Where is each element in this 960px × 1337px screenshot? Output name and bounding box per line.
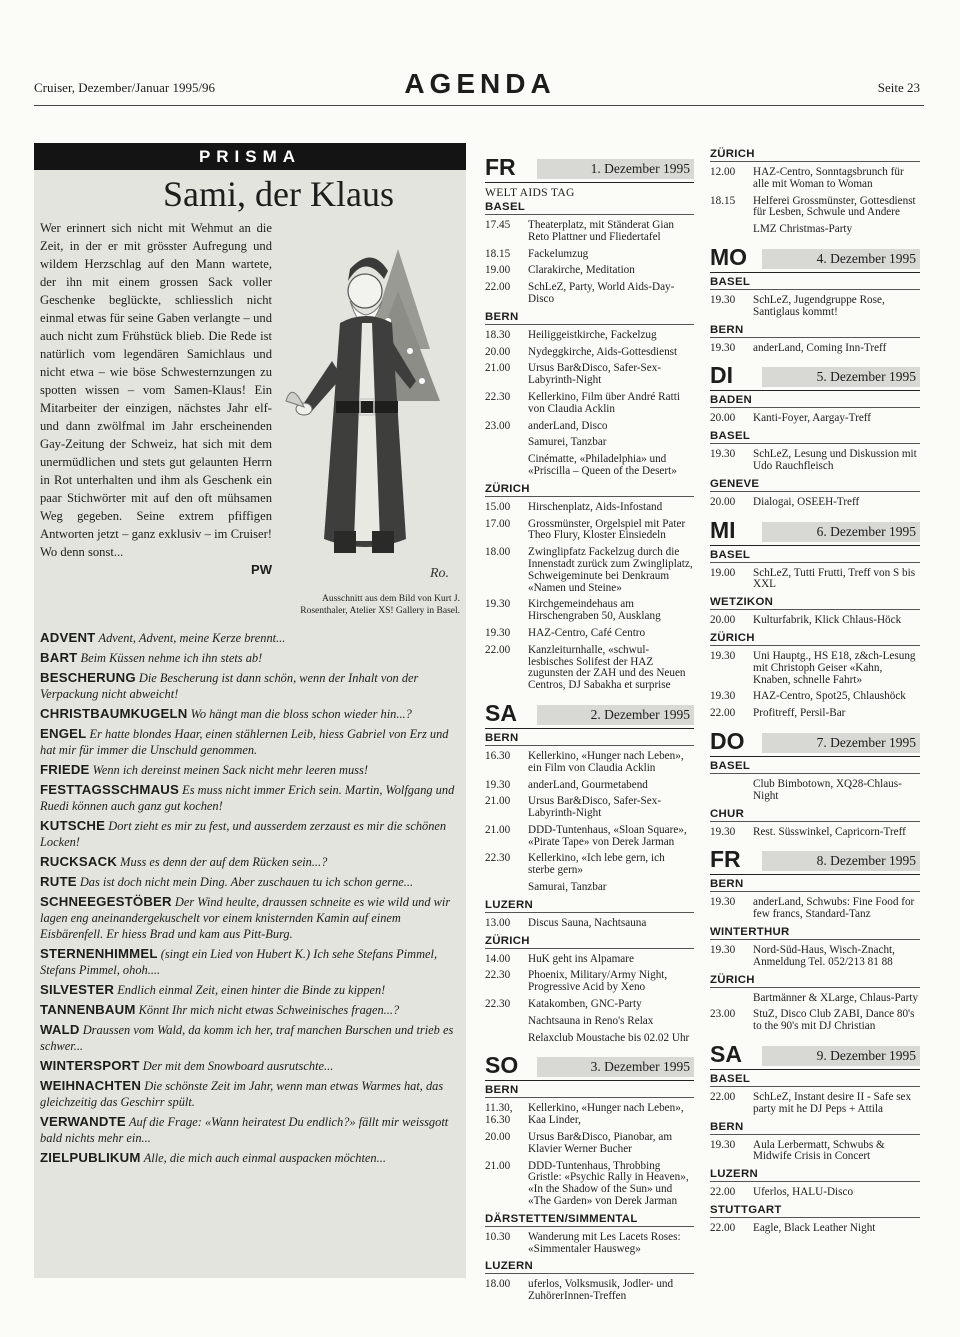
event-row: [485, 628, 694, 640]
event-time: 19.30: [710, 825, 736, 838]
event-description: DDD-Tuntenhaus, «Sloan Square», «Pirate Tape» von Derek Jarman: [528, 823, 687, 848]
event-time: 19.30: [710, 448, 736, 461]
event-description: Grossmünster, Orgelspiel mit Pater Theo Flury, Kloster Einsiedeln: [528, 517, 686, 542]
glossary-entry: [40, 782, 462, 814]
city-heading: LUZERN: [485, 899, 694, 913]
city-heading: BERN: [485, 311, 694, 325]
event-time: 18.15: [485, 247, 511, 260]
event-row: [710, 827, 920, 839]
glossary-term: CHRISTBAUMKUGELN: [40, 706, 188, 721]
event-time: 19.30: [710, 943, 736, 956]
event-row: [485, 363, 694, 387]
glossary-term: FESTTAGSSCHMAUS: [40, 782, 180, 797]
glossary-entry: [40, 946, 462, 978]
event-description: SchLeZ, Lesung und Diskussion mit Udo Rauchfleisch: [753, 448, 917, 472]
event-time: 19.00: [710, 566, 736, 579]
agenda-column-middle: [485, 146, 694, 1308]
event-time: 17.45: [485, 219, 511, 231]
event-description: Theaterplatz, mit Ständerat Gian Reto Plattner und Fliedertafel: [528, 219, 675, 243]
event-row: [710, 343, 920, 355]
event-time: 14.00: [485, 952, 511, 965]
event-row: [710, 1140, 920, 1164]
event-description: uferlos, Volksmusik, Jodler- und ZuhörerInnen-Treffen: [528, 1278, 674, 1303]
event-time: [485, 882, 528, 894]
event-description: Nydeggkirche, Aids-Gottesdienst: [528, 345, 678, 358]
glossary-term: VERWANDTE: [40, 1114, 126, 1129]
event-row: [710, 691, 920, 703]
day-abbreviation: SA: [710, 1040, 742, 1067]
event-time: 22.30: [485, 998, 511, 1011]
event-time: 23.00: [710, 1008, 736, 1021]
article-body: [40, 219, 272, 579]
event-description: Discus Sauna, Nachtsauna: [528, 916, 647, 929]
city-heading: ZÜRICH: [710, 632, 920, 646]
event-time: 22.00: [485, 643, 511, 656]
event-description: Samurai, Tanzbar: [528, 881, 607, 894]
agenda-column-right: [710, 146, 920, 1240]
day-header: [710, 726, 920, 757]
event-description: Nord-Süd-Haus, Wisch-Znacht, Anmeldung Tel. 052/213 81 88: [753, 943, 895, 968]
event-description: StuZ, Disco Club ZABI, Dance 80's to the 90's mit DJ Christian: [753, 1008, 915, 1033]
day-header: [485, 1050, 694, 1081]
day-abbreviation: FR: [485, 154, 516, 180]
event-row: [485, 796, 694, 820]
event-description: Hirschenplatz, Aids-Infostand: [528, 500, 663, 513]
event-row: [485, 454, 694, 478]
day-date: 3. Dezember 1995: [537, 1057, 694, 1077]
event-row: [710, 295, 920, 319]
day-date: 2. Dezember 1995: [537, 705, 694, 725]
glossary-entry: [40, 630, 462, 646]
event-description: Kellerkino, «Ich lebe gern, ich sterbe gern»: [528, 852, 665, 877]
event-time: 21.00: [485, 1159, 511, 1172]
event-time: 20.00: [485, 1131, 511, 1144]
event-description: Eagle, Black Leather Night: [753, 1221, 876, 1234]
city-heading: BASEL: [710, 549, 920, 563]
event-row: [485, 645, 694, 692]
event-description: Kulturfabrik, Klick Chlaus-Höck: [753, 614, 902, 627]
event-row: [485, 1103, 694, 1127]
glossary-term: WEIHNACHTEN: [40, 1078, 142, 1093]
day-abbreviation: SA: [485, 699, 517, 726]
event-time: 19.30: [485, 778, 511, 791]
header-divider: [34, 105, 924, 106]
event-time: 18.00: [485, 546, 511, 559]
city-heading: DÄRSTETTEN/SIMMENTAL: [485, 1213, 694, 1227]
event-row: [485, 392, 694, 416]
day-abbreviation: DI: [710, 362, 733, 389]
glossary-entry: [40, 1022, 462, 1054]
glossary-definition: Beim Küssen nehme ich ihn stets ab!: [80, 651, 263, 665]
event-time: [710, 779, 753, 803]
event-description: Kellerkino, «Hunger nach Leben», ein Film von Claudia Acklin: [528, 749, 684, 774]
glossary-term: RUTE: [40, 874, 77, 889]
event-row: [485, 265, 694, 277]
glossary-entry: [40, 670, 462, 702]
prisma-box: [34, 143, 466, 1278]
event-row: [485, 1161, 694, 1208]
day-header: [485, 152, 694, 183]
day-header: [485, 698, 694, 729]
event-description: Katakomben, GNC-Party: [528, 998, 642, 1011]
glossary-definition: Auf die Frage: «Wann heiratest Du endlich?» fällt mir weissgott bald nichts mehr ein...: [40, 1115, 449, 1145]
glossary-definition: Das ist doch nicht mein Ding. Aber zuschauen tu ich schon gerne...: [79, 875, 414, 889]
glossary-entry: [40, 1150, 462, 1166]
event-time: 19.30: [710, 341, 736, 354]
event-time: 22.30: [485, 969, 511, 982]
glossary-entry: [40, 854, 462, 870]
glossary-definition: Der mit dem Snowboard ausrutschte...: [142, 1059, 334, 1073]
article-text: Wer erinnert sich nicht mit Wehmut an die Zeit, in der er mit grösster Aufregung und wildem Herzschlag auf den Mann wartete, der ihn mit einem grossen Sack voller Geschenke beglückte, schliesslich nicht einmal etwas für seine Gaben verlangte – und auch nicht zum Frühstück blieb. Die Rede ist natürlich vom legendären Samichlaus und nicht etwa – wie böse Schwesternzungen zu spotten wissen – vom Samen-Klaus! Ein Mitarbeiter der einzigen, nächstes Jahr elf- und dann zwölfmal im Jahr erscheinenden Gay-Zeitung der Schweiz, hat sich mit dem unermüdlichen und stets gut gelaunten Herrn in Rot unterhalten und ihm als Geschenk ein paar Stichwörter mit auf den oft mühsamen Weg gegeben. Seine extrem pfiffigen Antworten jetzt – ganz exklusiv – im Cruiser! Wo denn sonst...: [40, 221, 272, 559]
event-time: 19.30: [710, 293, 736, 306]
day-abbreviation: DO: [710, 727, 745, 754]
day-abbreviation: MO: [710, 243, 748, 270]
event-description: Dialogai, OSEEH-Treff: [753, 495, 860, 508]
event-description: Kellerkino, «Hunger nach Leben», Kaa Linder,: [528, 1102, 684, 1127]
page-number: Seite 23: [877, 80, 920, 95]
event-row: [485, 547, 694, 594]
glossary-term: SCHNEEGESTÖBER: [40, 894, 172, 909]
event-description: Ursus Bar&Disco, Pianobar, am Klavier Werner Bucher: [528, 1131, 673, 1155]
glossary-definition: Dort zieht es mir zu fest, und ausserdem zerzaust es mir die schönen Locken!: [40, 819, 447, 849]
event-row: [710, 1009, 920, 1033]
event-description: Kanzleiturnhalle, «schwul-lesbisches Solifest der HAZ zugunsten der ZAH und des Neuen Centros, DJ Sabakha et surprise: [528, 643, 686, 692]
day-date: 9. Dezember 1995: [762, 1046, 920, 1066]
event-time: 17.00: [485, 517, 511, 530]
event-description: SchLeZ, Instant desire II - Safe sex party mit he DJ Peps + Attila: [753, 1090, 912, 1115]
event-description: Fackelumzug: [528, 247, 589, 260]
event-description: Clarakirche, Meditation: [528, 264, 635, 277]
glossary-term: SILVESTER: [40, 982, 115, 997]
event-row: [710, 945, 920, 969]
glossary-definition: Der Wind heulte, draussen schneite es wie wild und wir lagen eng aneinandergekuschelt vor einem knisternden Kamin auf einem Eisbärenfell. Er hiess Brad und kam aus Pitt-Burg.: [40, 895, 451, 941]
city-heading: ZÜRICH: [485, 935, 694, 949]
glossary-term: WINTERSPORT: [40, 1058, 140, 1073]
event-row: [710, 196, 920, 220]
event-row: [485, 882, 694, 894]
event-description: Wanderung mit Les Lacets Roses: «Simmentaler Hausweg»: [528, 1230, 681, 1255]
event-description: Kanti-Foyer, Aargay-Treff: [753, 412, 872, 425]
event-description: Nachtsauna in Reno's Relax: [528, 1014, 654, 1027]
event-row: [485, 220, 694, 244]
event-time: 20.00: [710, 412, 736, 425]
event-row: [485, 347, 694, 359]
event-time: 19.30: [710, 1138, 736, 1151]
event-time: 20.00: [710, 614, 736, 627]
event-row: [710, 497, 920, 509]
event-description: SchLeZ, Tutti Frutti, Treff von S bis XXL: [753, 566, 916, 591]
city-heading: ZÜRICH: [710, 148, 920, 162]
event-row: [485, 825, 694, 849]
event-time: 10.30: [485, 1230, 511, 1243]
event-row: [485, 999, 694, 1011]
event-row: [485, 1279, 694, 1303]
glossary-definition: (singt ein Lied von Hubert K.) Ich sehe Stefans Pimmel, Stefans Pimmel, ohoh....: [40, 947, 438, 977]
glossary-term: BART: [40, 650, 78, 665]
city-heading: BASEL: [710, 430, 920, 444]
event-description: Profitreff, Persil-Bar: [753, 707, 846, 720]
glossary-entry: [40, 706, 462, 722]
glossary-term: FRIEDE: [40, 762, 90, 777]
event-description: Kirchgemeindehaus am Hirschengraben 50, Ausklang: [528, 598, 661, 623]
glossary-term: KUTSCHE: [40, 818, 106, 833]
event-time: 21.00: [485, 823, 511, 836]
event-time: 22.00: [710, 707, 736, 720]
event-row: [485, 970, 694, 994]
event-description: DDD-Tuntenhaus, Throbbing Gristle: «Psychic Rally in Heaven», «In the Shadow of the Sun» und «The Garden» von Derek Jarman: [528, 1159, 689, 1208]
event-time: [485, 454, 528, 478]
event-row: [485, 1033, 694, 1045]
event-row: [710, 1187, 920, 1199]
event-time: 21.00: [485, 362, 511, 375]
day-abbreviation: SO: [485, 1052, 519, 1079]
event-row: [485, 1016, 694, 1028]
event-row: [485, 954, 694, 966]
event-description: Helferei Grossmünster, Gottesdienst für Lesben, Schwule und Andere: [753, 194, 916, 219]
city-heading: BASEL: [710, 276, 920, 290]
city-heading: BERN: [485, 732, 694, 746]
event-row: [710, 167, 920, 191]
city-heading: BASEL: [485, 201, 694, 215]
glossary-definition: Wenn ich dereinst meinen Sack nicht mehr leeren muss!: [92, 763, 368, 777]
event-time: [485, 1016, 528, 1028]
event-description: SchLeZ, Party, World Aids-Day-Disco: [528, 281, 675, 305]
city-heading: BERN: [710, 878, 920, 892]
event-time: 12.00: [710, 166, 736, 178]
event-time: 18.00: [485, 1278, 511, 1291]
event-row: [485, 918, 694, 930]
event-time: 21.00: [485, 795, 511, 808]
event-row: [485, 437, 694, 449]
day-header: [710, 515, 920, 546]
event-time: 13.00: [485, 916, 511, 929]
event-description: Uferlos, HALU-Disco: [753, 1186, 854, 1199]
glossary-entry: [40, 982, 462, 998]
event-time: [485, 437, 528, 449]
event-time: 19.30: [710, 690, 736, 703]
city-heading: BADEN: [710, 394, 920, 408]
glossary-definition: Es muss nicht immer Erich sein. Martin, Wolfgang und Ruedi können auch ganz gut kochen!: [40, 783, 455, 813]
event-time: 19.30: [485, 598, 511, 611]
event-time: 22.00: [710, 1221, 736, 1234]
event-time: 22.00: [710, 1090, 736, 1103]
event-row: [710, 993, 920, 1005]
day-date: 7. Dezember 1995: [762, 733, 920, 753]
city-heading: WETZIKON: [710, 596, 920, 610]
event-row: [485, 421, 694, 433]
event-row: [710, 708, 920, 720]
city-heading: BASEL: [710, 760, 920, 774]
event-row: [710, 568, 920, 592]
event-row: [710, 1223, 920, 1235]
city-heading: BERN: [485, 1084, 694, 1098]
event-time: 19.30: [485, 626, 511, 639]
event-description: Cinématte, «Philadelphia» und «Priscilla – Queen of the Desert»: [528, 453, 677, 477]
glossary-entry: [40, 762, 462, 778]
article-title: Sami, der Klaus: [163, 174, 394, 214]
day-date: 8. Dezember 1995: [762, 851, 920, 871]
city-heading: ZÜRICH: [485, 483, 694, 497]
glossary-definition: Die Bescherung ist dann schön, wenn der Inhalt von der Verpackung nicht abweicht!: [40, 671, 419, 701]
event-row: [485, 519, 694, 543]
event-row: [710, 413, 920, 425]
glossary-term: STERNENHIMMEL: [40, 946, 158, 961]
event-description: Phoenix, Military/Army Night, Progressive Acid by Xeno: [528, 969, 668, 994]
event-description: anderLand, Gourmetabend: [528, 778, 648, 791]
event-row: [485, 599, 694, 623]
event-description: Aula Lerbermatt, Schwubs & Midwife Crisis in Concert: [753, 1138, 885, 1163]
glossary-entry: [40, 818, 462, 850]
event-time: 20.00: [710, 495, 736, 508]
event-row: [485, 502, 694, 514]
event-time: 23.00: [485, 419, 511, 432]
day-date: 1. Dezember 1995: [537, 159, 694, 179]
glossary-definition: Endlich einmal Zeit, einen hinter die Binde zu kippen!: [117, 983, 386, 997]
event-time: 18.30: [485, 328, 511, 341]
city-heading: WINTERTHUR: [710, 926, 920, 940]
event-row: [485, 751, 694, 775]
event-description: HAZ-Centro, Sonntagsbrunch für alle mit Woman to Woman: [753, 166, 904, 190]
event-description: HAZ-Centro, Spot25, Chlaushöck: [753, 690, 906, 703]
event-row: [485, 1132, 694, 1156]
event-description: HAZ-Centro, Café Centro: [528, 626, 646, 639]
event-time: 22.30: [485, 390, 511, 403]
day-header: [710, 360, 920, 391]
glossary-entry: [40, 1078, 462, 1110]
event-row: [485, 1232, 694, 1256]
glossary-entry: [40, 1002, 462, 1018]
glossary-term: ADVENT: [40, 630, 96, 645]
event-description: Heiliggeistkirche, Fackelzug: [528, 328, 657, 341]
event-time: 16.30: [485, 749, 511, 762]
glossary-entry: [40, 650, 462, 666]
event-description: Samurei, Tanzbar: [528, 436, 607, 449]
event-time: 22.00: [710, 1186, 736, 1199]
event-description: Zwinglipfatz Fackelzug durch die Innenstadt zurück zum Zwingliplatz, Schweigeminute bei Denkraum «Namen und Steine»: [528, 546, 693, 594]
glossary-definition: Die schönste Zeit im Jahr, wenn man etwas Warmes hat, das gleichzeitig das Geschirr spült.: [40, 1079, 444, 1109]
day-note: WELT AIDS TAG: [485, 186, 575, 199]
event-time: [710, 224, 753, 236]
event-row: [710, 1092, 920, 1116]
glossary-definition: Muss es denn der auf dem Rücken sein...?: [120, 855, 328, 869]
event-description: anderLand, Disco: [528, 419, 608, 432]
event-description: SchLeZ, Jugendgruppe Rose, Santiglaus kommt!: [753, 293, 885, 318]
event-row: [710, 897, 920, 921]
glossary-entry: [40, 894, 462, 942]
day-header: [710, 844, 920, 875]
city-heading: GENEVE: [710, 478, 920, 492]
glossary-definition: Könnt Ihr mich nicht etwas Schweinisches fragen...?: [138, 1003, 400, 1017]
event-time: 22.30: [485, 852, 511, 865]
glossary-term: WALD: [40, 1022, 80, 1037]
glossary-term: BESCHERUNG: [40, 670, 136, 685]
city-heading: BERN: [710, 324, 920, 338]
event-row: [485, 853, 694, 877]
event-row: [710, 449, 920, 473]
glossary-term: RUCKSACK: [40, 854, 118, 869]
city-heading: LUZERN: [710, 1168, 920, 1182]
event-time: 22.00: [485, 281, 511, 294]
event-description: LMZ Christmas-Party: [753, 223, 853, 236]
city-heading: BERN: [710, 1121, 920, 1135]
day-header: [710, 1039, 920, 1070]
day-date: 4. Dezember 1995: [762, 249, 920, 269]
event-time: 18.15: [710, 194, 736, 207]
glossary-definition: Advent, Advent, meine Kerze brennt...: [98, 631, 286, 645]
day-abbreviation: MI: [710, 516, 736, 543]
event-description: anderLand, Schwubs: Fine Food for few francs, Standard-Tanz: [753, 896, 915, 921]
glossary-term: ENGEL: [40, 726, 87, 741]
glossary-term: ZIELPUBLIKUM: [40, 1150, 141, 1165]
glossary-definition: Alle, die mich auch einmal auspacken möchten...: [143, 1151, 386, 1165]
artist-signature: Ro.: [430, 566, 450, 581]
glossary-list: [40, 630, 462, 1170]
event-description: Bartmänner & XLarge, Chlaus-Party: [753, 991, 919, 1004]
event-row: [485, 249, 694, 261]
day-date: 6. Dezember 1995: [762, 522, 920, 542]
prisma-label: PRISMA: [34, 143, 466, 170]
event-time: 15.00: [485, 500, 511, 513]
event-description: Kellerkino, Film über André Ratti von Claudia Acklin: [528, 390, 680, 415]
city-heading: STUTTGART: [710, 1204, 920, 1218]
page-title: AGENDA: [404, 68, 556, 99]
city-heading: LUZERN: [485, 1260, 694, 1274]
city-heading: BASEL: [710, 1073, 920, 1087]
glossary-entry: [40, 1114, 462, 1146]
event-description: HuK geht ins Alpamare: [528, 952, 634, 965]
glossary-entry: [40, 726, 462, 758]
event-row: [710, 224, 920, 236]
glossary-definition: Er hatte blondes Haar, einen stählernen Leib, hiess Gabriel von Erz und hat mir für immer die Unschuld genommen.: [40, 727, 449, 757]
glossary-definition: Draussen vom Wald, da komm ich her, traf manchen Burschen und trieb es schwer...: [40, 1023, 454, 1053]
city-heading: ZÜRICH: [710, 974, 920, 988]
event-row: [710, 651, 920, 686]
event-row: [710, 779, 920, 803]
event-time: [485, 1033, 528, 1045]
event-row: [485, 282, 694, 306]
event-time: 19.00: [485, 264, 511, 277]
glossary-entry: [40, 1058, 462, 1074]
day-abbreviation: FR: [710, 846, 741, 873]
glossary-definition: Wo hängt man die bloss schon wieder hin...?: [190, 707, 412, 721]
event-description: anderLand, Coming Inn-Treff: [753, 341, 887, 354]
event-description: Club Bimbotown, XQ28-Chlaus-Night: [753, 777, 902, 802]
article-author: PW: [251, 562, 272, 577]
event-description: Rest. Süsswinkel, Capricorn-Treff: [753, 825, 906, 838]
event-description: Ursus Bar&Disco, Safer-Sex-Labyrinth-Night: [528, 362, 662, 387]
event-description: Uni Hauptg., HS E18, z&ch-Lesung mit Christoph Geiser «Kahn, Knaben, schnelle Fahrt»: [753, 649, 916, 686]
city-heading: CHUR: [710, 808, 920, 822]
day-date: 5. Dezember 1995: [762, 367, 920, 387]
event-description: Ursus Bar&Disco, Safer-Sex-Labyrinth-Night: [528, 795, 662, 820]
event-time: 20.00: [485, 345, 511, 358]
day-header: [710, 242, 920, 273]
issue-label: Cruiser, Dezember/Januar 1995/96: [34, 80, 216, 95]
glossary-term: TANNENBAUM: [40, 1002, 136, 1017]
event-time: 19.30: [710, 896, 736, 909]
image-caption: Ausschnitt aus dem Bild von Kurt J. Rosenthaler, Atelier XS! Gallery in Basel.: [300, 594, 460, 616]
event-time: 11.30, 16.30: [485, 1102, 513, 1127]
event-row: [485, 330, 694, 342]
event-row: [485, 780, 694, 792]
event-time: 19.30: [710, 649, 736, 662]
event-description: Relaxclub Moustache bis 02.02 Uhr: [528, 1031, 690, 1044]
event-row: [710, 615, 920, 627]
glossary-entry: [40, 874, 462, 890]
event-time: [710, 993, 753, 1005]
